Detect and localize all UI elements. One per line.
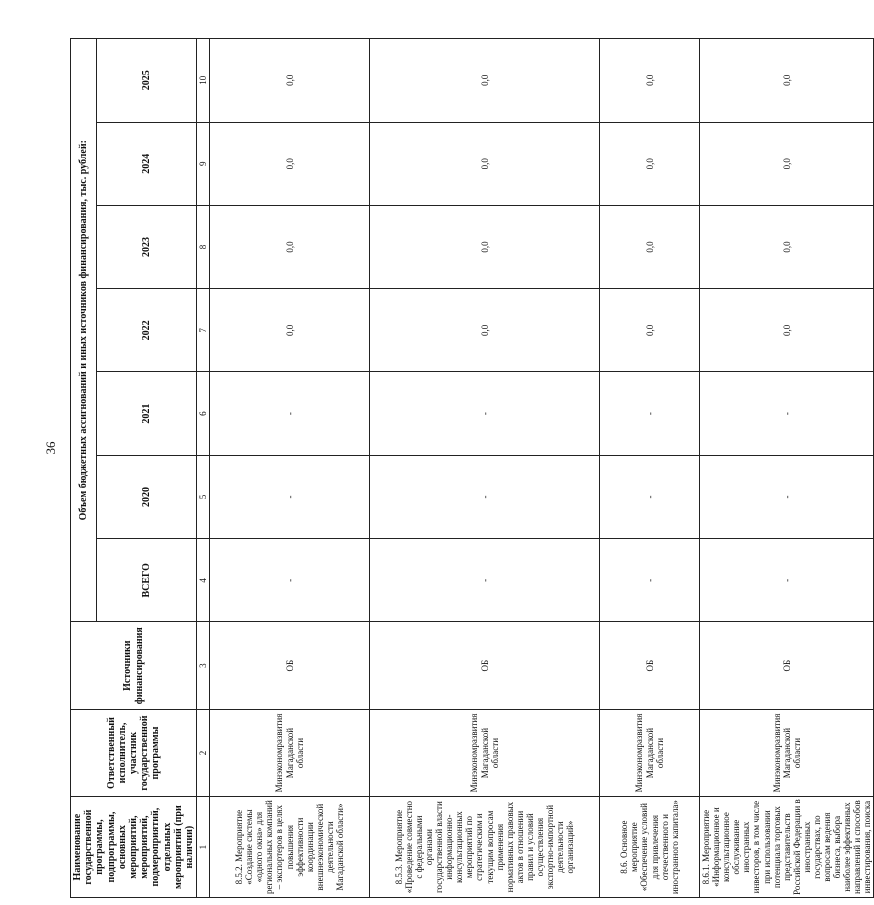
column-index: 6 xyxy=(197,372,210,455)
row-value-2021: - xyxy=(700,372,874,455)
column-index: 10 xyxy=(197,39,210,123)
row-value-2020: - xyxy=(370,455,600,538)
rotated-table-frame xyxy=(70,38,873,898)
column-index: 5 xyxy=(197,455,210,538)
row-value-2025: 0,0 xyxy=(370,39,600,123)
row-value-2022: 0,0 xyxy=(600,289,700,372)
row-value-2020: - xyxy=(210,455,370,538)
column-index: 7 xyxy=(197,289,210,372)
column-index: 8 xyxy=(197,205,210,288)
row-executor: Минэкономразвития Магаданской области xyxy=(600,709,700,796)
row-value-total: - xyxy=(370,539,600,622)
header-financing-group: Объем бюджетных ассигнований и иных источников финансирования, тыс. рублей: xyxy=(71,39,97,622)
row-executor: Минэкономразвития Магаданской области xyxy=(210,709,370,796)
row-value-2023: 0,0 xyxy=(600,205,700,288)
column-index: 2 xyxy=(197,709,210,796)
row-value-2023: 0,0 xyxy=(370,205,600,288)
row-value-2023: 0,0 xyxy=(210,205,370,288)
header-year-2020: 2020 xyxy=(96,455,196,538)
table-row xyxy=(700,39,874,898)
header-year-2025: 2025 xyxy=(96,39,196,123)
table-row xyxy=(210,39,370,898)
header-year-2021: 2021 xyxy=(96,372,196,455)
row-value-2025: 0,0 xyxy=(600,39,700,123)
row-value-2024: 0,0 xyxy=(700,122,874,205)
row-value-2022: 0,0 xyxy=(210,289,370,372)
row-name: 8.5.2. Мероприятие «Создание системы «одного окна» для региональных компаний – экспортеров в целях повышения эффективности координации внешнеэкономической деятельности Магаданской области» xyxy=(210,797,370,898)
row-value-2024: 0,0 xyxy=(600,122,700,205)
row-name: 8.5.3. Мероприятие «Проведение совместно с федеральными органами государственной власти информационно-консультационных мероприятий по стратегическим и текущим вопросам применения нормативных правовых актов в отношении правил и условий осуществления экспортно-импортной деятельности организаций» xyxy=(370,797,600,898)
row-value-2021: - xyxy=(370,372,600,455)
row-value-2020: - xyxy=(700,455,874,538)
row-source: ОБ xyxy=(370,622,600,709)
column-index: 4 xyxy=(197,539,210,622)
row-value-2022: 0,0 xyxy=(370,289,600,372)
header-name: Наименование государственной программы, подпрограммы, основных мероприятий, мероприятий, подмероприятий, отдельных мероприятий (при наличии) xyxy=(71,797,197,898)
row-name: 8.6. Основное мероприятие «Обеспечение условий для привлечения отечественного и иностранного капитала» xyxy=(600,797,700,898)
row-value-2023: 0,0 xyxy=(700,205,874,288)
row-value-2022: 0,0 xyxy=(700,289,874,372)
page-number: 36 xyxy=(43,441,58,455)
column-index: 1 xyxy=(197,797,210,898)
header-year-2024: 2024 xyxy=(96,122,196,205)
header-year-total: ВСЕГО xyxy=(96,539,196,622)
row-value-total: - xyxy=(700,539,874,622)
row-value-total: - xyxy=(600,539,700,622)
header-year-2023: 2023 xyxy=(96,205,196,288)
row-value-2024: 0,0 xyxy=(370,122,600,205)
row-value-2024: 0,0 xyxy=(210,122,370,205)
row-value-2020: - xyxy=(600,455,700,538)
row-executor: Минэкономразвития Магаданской области xyxy=(370,709,600,796)
row-value-2021: - xyxy=(210,372,370,455)
financing-table xyxy=(70,38,874,898)
row-name: 8.6.1. Мероприятие «Информационное и консультационное обслуживание иностранных инвесторов, в том числе при использовании потенциала торговых представительств Российской Федерации в иностранных государствах, по вопросам ведения бизнеса, выбора наиболее эффективных направлений и способов инвестирования, поиска xyxy=(700,797,874,898)
row-source: ОБ xyxy=(700,622,874,709)
row-value-2025: 0,0 xyxy=(210,39,370,123)
header-executor: Ответственный исполнитель, участник государственной программы xyxy=(71,709,197,796)
column-index: 3 xyxy=(197,622,210,709)
row-value-2025: 0,0 xyxy=(700,39,874,123)
column-index-row xyxy=(197,39,210,898)
financing-table-wrapper xyxy=(70,38,873,898)
row-executor: Минэкономразвития Магаданской области xyxy=(700,709,874,796)
table-row xyxy=(370,39,600,898)
header-year-2022: 2022 xyxy=(96,289,196,372)
row-value-2021: - xyxy=(600,372,700,455)
header-source: Источники финансирования xyxy=(71,622,197,709)
table-row xyxy=(600,39,700,898)
column-index: 9 xyxy=(197,122,210,205)
row-source: ОБ xyxy=(600,622,700,709)
row-source: ОБ xyxy=(210,622,370,709)
row-value-total: - xyxy=(210,539,370,622)
